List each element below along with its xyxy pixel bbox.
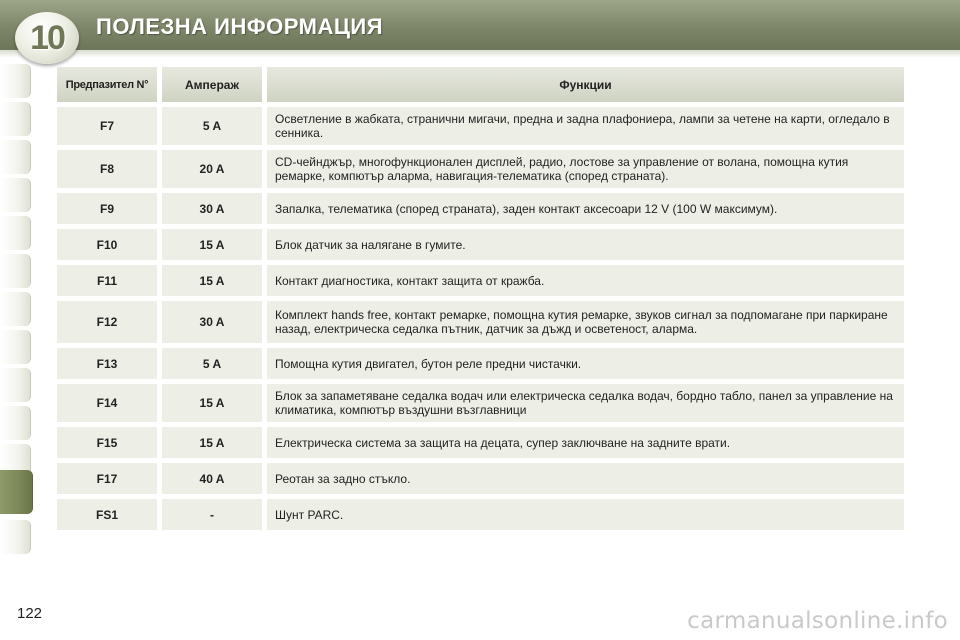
table-row [57,193,904,224]
chapter-tab[interactable] [0,178,31,212]
table-row [57,499,904,530]
function-cell: Шунт PARC. [267,499,904,530]
chapter-tab[interactable] [0,406,31,440]
fuse-id-cell: F12 [57,301,157,343]
table-row [57,265,904,296]
amperage-cell: 15 A [162,265,262,296]
fuse-id-cell: F15 [57,427,157,458]
table-row [57,463,904,494]
amperage-cell: 30 A [162,301,262,343]
column-header-functions: Функции [267,67,904,102]
amperage-cell: 5 A [162,107,262,145]
chapter-tab[interactable] [0,254,31,288]
amperage-cell: 20 A [162,150,262,188]
chapter-number: 10 [30,18,64,57]
table-row [57,301,904,343]
amperage-cell: 30 A [162,193,262,224]
fuse-id-cell: F13 [57,348,157,379]
chapter-tab-active[interactable] [0,470,33,514]
fuse-table-body [57,107,904,530]
function-cell: Реотан за задно стъкло. [267,463,904,494]
function-cell: CD-чейнджър, многофункционален дисплей, радио, лостове за управление от волана, помощна кутия ремарке, компютър аларма, навигация-телематика (според страната). [267,150,904,188]
function-cell: Помощна кутия двигател, бутон реле предни чистачки. [267,348,904,379]
chapter-tab[interactable] [0,330,31,364]
fuse-id-cell: F9 [57,193,157,224]
function-cell: Осветление в жабката, странични мигачи, предна и задна плафониера, лампи за четене на карти, огледало в сенника. [267,107,904,145]
function-cell: Комплект hands free, контакт ремарке, помощна кутия ремарке, звуков сигнал за подпомагане при паркиране назад, електрическа седалка пътник, датчик за дъжд и осветеност, аларма. [267,301,904,343]
column-header-fuse: Предпазител N° [57,67,157,102]
chapter-tab[interactable] [0,102,31,136]
table-row [57,229,904,260]
chapter-tab[interactable] [0,140,31,174]
fuse-id-cell: F14 [57,384,157,422]
fuse-id-cell: F10 [57,229,157,260]
amperage-cell: - [162,499,262,530]
table-row [57,150,904,188]
table-header-row [57,67,904,102]
chapter-badge [15,12,79,64]
fuse-id-cell: F11 [57,265,157,296]
fuse-id-cell: FS1 [57,499,157,530]
amperage-cell: 15 A [162,427,262,458]
function-cell: Електрическа система за защита на децата, супер заключване на задните врати. [267,427,904,458]
fuse-table [57,62,904,535]
watermark: carmanualsonline.info [687,608,948,634]
chapter-tab[interactable] [0,64,31,98]
amperage-cell: 40 A [162,463,262,494]
function-cell: Запалка, телематика (според страната), заден контакт аксесоари 12 V (100 W максимум). [267,193,904,224]
chapter-tab[interactable] [0,368,31,402]
page-number: 122 [17,605,43,622]
function-cell: Блок за запаметяване седалка водач или електрическа седалка водач, бордно табло, панел за управление на климатика, компютър въздушни възглавници [267,384,904,422]
chapter-tab[interactable] [0,520,31,554]
table-row [57,107,904,145]
amperage-cell: 15 A [162,384,262,422]
page-title: ПОЛЕЗНА ИНФОРМАЦИЯ [96,14,384,39]
chapter-tab[interactable] [0,292,31,326]
amperage-cell: 5 A [162,348,262,379]
table-row [57,348,904,379]
chapter-tab-rail [0,60,34,575]
fuse-id-cell: F8 [57,150,157,188]
function-cell: Контакт диагностика, контакт защита от кражба. [267,265,904,296]
table-row [57,384,904,422]
fuse-id-cell: F7 [57,107,157,145]
fuse-id-cell: F17 [57,463,157,494]
function-cell: Блок датчик за налягане в гумите. [267,229,904,260]
table-row [57,427,904,458]
column-header-amperage: Ампераж [162,67,262,102]
chapter-tab[interactable] [0,216,31,250]
amperage-cell: 15 A [162,229,262,260]
header-band [0,50,960,58]
